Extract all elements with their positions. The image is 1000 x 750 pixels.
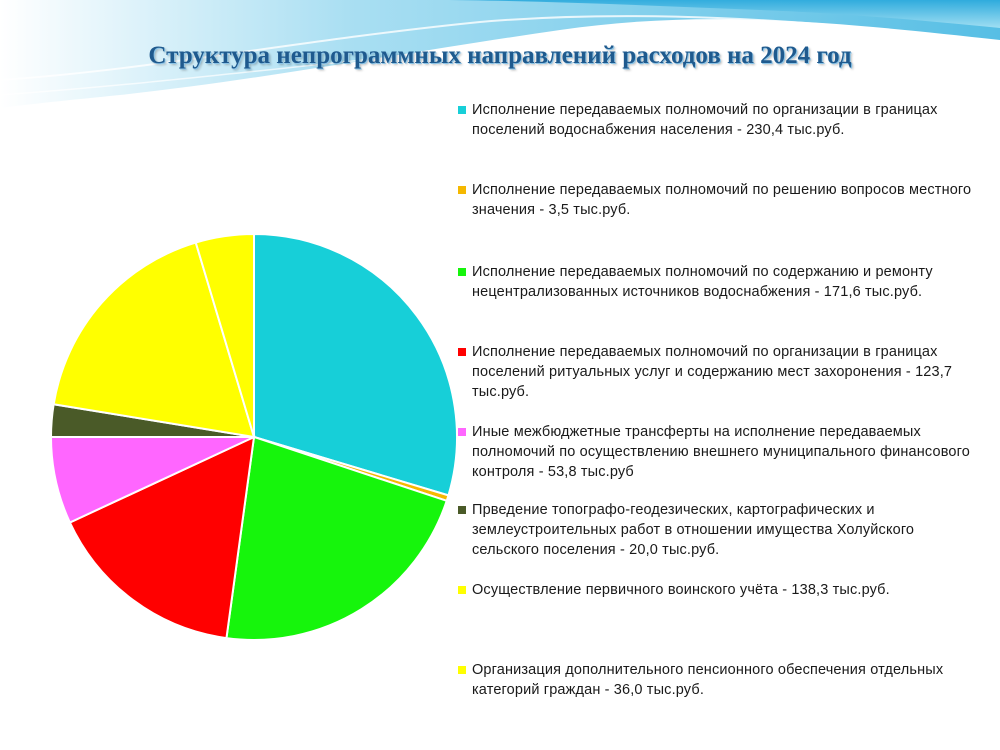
legend-label: Иные межбюджетные трансферты на исполнение передаваемых полномочий по осуществлению внешнего муниципального финансового контроля - 53,8 тыс.руб — [472, 424, 970, 480]
legend-swatch — [458, 106, 466, 114]
legend-swatch — [458, 586, 466, 594]
legend-swatch — [458, 186, 466, 194]
legend-label: Исполнение передаваемых полномочий по организации в границах поселений водоснабжения населения - 230,4 тыс.руб. — [472, 102, 938, 138]
legend-item-3 — [458, 262, 978, 302]
legend-label: Осуществление первичного воинского учёта - 138,3 тыс.руб. — [472, 582, 890, 598]
legend-swatch — [458, 666, 466, 674]
legend-swatch — [458, 268, 466, 276]
legend-item-5 — [458, 422, 978, 482]
legend-item-1 — [458, 100, 978, 140]
pie-chart — [40, 225, 460, 655]
legend-label: Исполнение передаваемых полномочий по организации в границах поселений ритуальных услуг и содержанию мест захоронения - 123,7 тыс.руб. — [472, 344, 953, 400]
legend-swatch — [458, 348, 466, 356]
legend-label: Исполнение передаваемых полномочий по содержанию и ремонту нецентрализованных источников водоснабжения - 171,6 тыс.руб. — [472, 264, 933, 300]
legend-item-7 — [458, 580, 978, 600]
legend-label: Прведение топографо-геодезических, картографических и землеустроительных работ в отношении имущества Холуйского сельского поселения - 20,0 тыс.руб. — [472, 502, 915, 558]
legend-label: Исполнение передаваемых полномочий по решению вопросов местного значения - 3,5 тыс.руб. — [472, 182, 972, 218]
legend-item-4 — [458, 342, 978, 402]
legend-item-6 — [458, 500, 978, 560]
legend-item-2 — [458, 180, 978, 220]
legend-swatch — [458, 506, 466, 514]
legend-item-8 — [458, 660, 978, 700]
legend-swatch — [458, 428, 466, 436]
slide-title: Структура непрограммных направлений расходов на 2024 год — [148, 42, 852, 69]
legend-label: Организация дополнительного пенсионного обеспечения отдельных категорий граждан - 36,0 тыс.руб. — [472, 662, 944, 698]
